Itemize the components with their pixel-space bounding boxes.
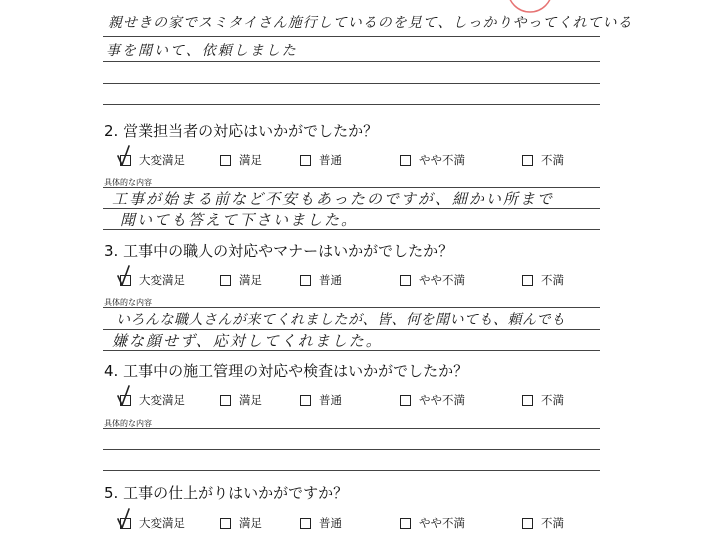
question-4: 4. 工事中の施工管理の対応や検査はいかがでしたか？ — [104, 362, 469, 380]
checkbox[interactable] — [300, 395, 311, 406]
check-mark-icon — [115, 264, 137, 288]
checkbox[interactable] — [522, 275, 533, 286]
checkbox[interactable] — [400, 395, 411, 406]
checkbox[interactable] — [400, 518, 411, 529]
checkbox[interactable] — [400, 155, 411, 166]
question-3: 3. 工事中の職人の対応やマナーはいかがでしたか？ — [104, 242, 454, 260]
option-label: 不満 — [541, 153, 564, 167]
option-satisfied[interactable] — [220, 392, 262, 408]
comment-3-line-1: いろんな職人さんが来てくれましたが、皆、何を聞いても、頼んでも — [116, 312, 566, 328]
checkbox[interactable] — [300, 275, 311, 286]
comment-3-line-2: 嫌な顔せず、応対してくれました。 — [112, 332, 383, 350]
option-label: やや不満 — [419, 393, 465, 407]
comment-top-line-1: 親せきの家でスミタイさん施行しているのを見て、しっかりやってくれている — [108, 15, 633, 31]
option-very-satisfied[interactable] — [120, 152, 185, 168]
checkbox[interactable] — [220, 275, 231, 286]
option-label: 満足 — [239, 273, 262, 287]
option-neutral[interactable] — [300, 392, 342, 408]
option-slightly-dissatisfied[interactable] — [400, 272, 465, 288]
option-label: 満足 — [239, 393, 262, 407]
check-mark-icon — [115, 144, 137, 168]
option-label: 大変満足 — [139, 273, 185, 287]
checkbox[interactable] — [300, 155, 311, 166]
option-label: 満足 — [239, 516, 262, 530]
comment-rule — [103, 428, 600, 429]
option-label: 不満 — [541, 273, 564, 287]
option-label: やや不満 — [419, 516, 465, 530]
comment-rule — [103, 83, 600, 84]
option-label: 大変満足 — [139, 153, 185, 167]
option-satisfied[interactable] — [220, 272, 262, 288]
option-label: やや不満 — [419, 273, 465, 287]
check-mark-icon — [115, 384, 137, 408]
option-label: 不満 — [541, 393, 564, 407]
option-dissatisfied[interactable] — [522, 515, 564, 531]
detail-label: 具体的な内容 — [104, 298, 152, 307]
option-label: やや不満 — [419, 153, 465, 167]
option-slightly-dissatisfied[interactable] — [400, 152, 465, 168]
comment-rule — [103, 36, 600, 37]
comment-rule — [103, 449, 600, 450]
option-slightly-dissatisfied[interactable] — [400, 392, 465, 408]
checkbox[interactable] — [522, 155, 533, 166]
detail-label: 具体的な内容 — [104, 178, 152, 187]
check-mark-icon — [115, 507, 137, 531]
comment-rule — [103, 104, 600, 105]
comment-top-line-2: 事を聞いて、依頼しました — [106, 43, 298, 59]
checkbox[interactable] — [120, 395, 131, 406]
comment-rule — [103, 307, 600, 308]
checkbox[interactable] — [120, 275, 131, 286]
option-neutral[interactable] — [300, 515, 342, 531]
option-satisfied[interactable] — [220, 152, 262, 168]
option-dissatisfied[interactable] — [522, 392, 564, 408]
option-neutral[interactable] — [300, 152, 342, 168]
option-label: 普通 — [319, 516, 342, 530]
option-slightly-dissatisfied[interactable] — [400, 515, 465, 531]
question-2: 2. 営業担当者の対応はいかがでしたか？ — [104, 122, 379, 140]
option-very-satisfied[interactable] — [120, 392, 185, 408]
checkbox[interactable] — [220, 518, 231, 529]
option-dissatisfied[interactable] — [522, 272, 564, 288]
comment-rule — [103, 470, 600, 471]
option-label: 普通 — [319, 393, 342, 407]
option-label: 普通 — [319, 273, 342, 287]
comment-rule — [103, 350, 600, 351]
comment-2-line-1: 工事が始まる前など不安もあったのですが、細かい所まで — [112, 190, 554, 208]
checkbox[interactable] — [522, 395, 533, 406]
option-label: 大変満足 — [139, 516, 185, 530]
option-dissatisfied[interactable] — [522, 152, 564, 168]
checkbox[interactable] — [220, 155, 231, 166]
question-5: 5. 工事の仕上がりはいかがですか？ — [104, 484, 349, 502]
comment-2-line-2: 聞いても答えて下さいました。 — [120, 211, 359, 229]
option-neutral[interactable] — [300, 272, 342, 288]
option-label: 大変満足 — [139, 393, 185, 407]
checkbox[interactable] — [220, 395, 231, 406]
option-very-satisfied[interactable] — [120, 515, 185, 531]
detail-label: 具体的な内容 — [104, 419, 152, 428]
option-satisfied[interactable] — [220, 515, 262, 531]
option-label: 不満 — [541, 516, 564, 530]
option-label: 満足 — [239, 153, 262, 167]
checkbox[interactable] — [120, 518, 131, 529]
checkbox[interactable] — [300, 518, 311, 529]
option-label: 普通 — [319, 153, 342, 167]
comment-rule — [103, 229, 600, 230]
checkbox[interactable] — [120, 155, 131, 166]
checkbox[interactable] — [522, 518, 533, 529]
checkbox[interactable] — [400, 275, 411, 286]
comment-rule — [103, 61, 600, 62]
option-very-satisfied[interactable] — [120, 272, 185, 288]
